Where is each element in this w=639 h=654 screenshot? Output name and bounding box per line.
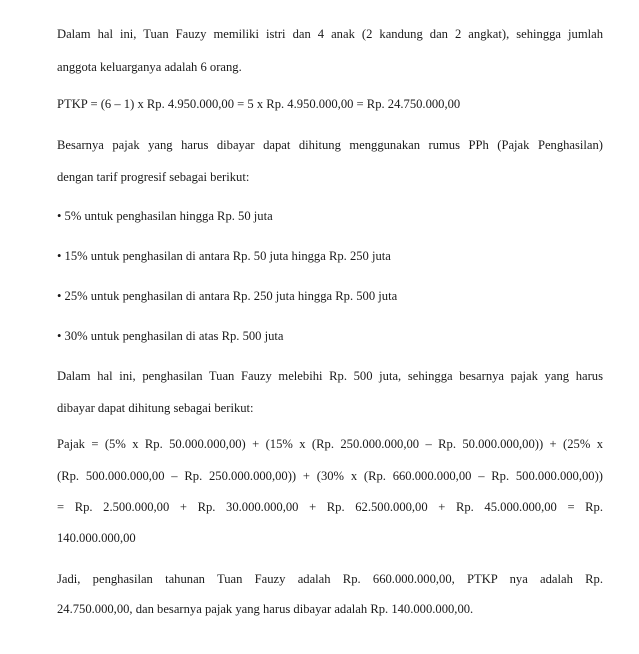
bracket-item-4: • 30% untuk penghasilan di atas Rp. 500 juta xyxy=(57,329,284,343)
conclusion-line-2: 24.750.000,00, dan besarnya pajak yang harus dibayar adalah Rp. 140.000.000,00. xyxy=(57,602,474,616)
bracket-item-2: • 15% untuk penghasilan di antara Rp. 50 juta hingga Rp. 250 juta xyxy=(57,249,391,263)
calculation-line-3: = Rp. 2.500.000,00 + Rp. 30.000.000,00 + Rp. 62.500.000,00 + Rp. 45.000.000,00 = Rp. xyxy=(57,500,603,514)
tax-paragraph-line-1: Besarnya pajak yang harus dibayar dapat dihitung menggunakan rumus PPh (Pajak Penghasilan) xyxy=(57,138,603,152)
income-paragraph-line-1: Dalam hal ini, penghasilan Tuan Fauzy melebihi Rp. 500 juta, sehingga besarnya pajak yang harus xyxy=(57,369,603,383)
tax-paragraph-line-2: dengan tarif progresif sebagai berikut: xyxy=(57,170,250,184)
bracket-item-1: • 5% untuk penghasilan hingga Rp. 50 juta xyxy=(57,209,273,223)
calculation-line-4: 140.000.000,00 xyxy=(57,531,136,545)
family-paragraph-line-1: Dalam hal ini, Tuan Fauzy memiliki istri dan 4 anak (2 kandung dan 2 angkat), sehingga jumlah xyxy=(57,27,603,41)
calculation-line-2: (Rp. 500.000.000,00 – Rp. 250.000.000,00)) + (30% x (Rp. 660.000.000,00 – Rp. 500.000.000,00)) xyxy=(57,469,603,483)
conclusion-line-1: Jadi, penghasilan tahunan Tuan Fauzy adalah Rp. 660.000.000,00, PTKP nya adalah Rp. xyxy=(57,572,603,586)
ptkp-formula: PTKP = (6 – 1) x Rp. 4.950.000,00 = 5 x Rp. 4.950.000,00 = Rp. 24.750.000,00 xyxy=(57,97,461,111)
income-paragraph-line-2: dibayar dapat dihitung sebagai berikut: xyxy=(57,401,254,415)
calculation-line-1: Pajak = (5% x Rp. 50.000.000,00) + (15% x (Rp. 250.000.000,00 – Rp. 50.000.000,00)) + (25% x xyxy=(57,437,603,451)
family-paragraph-line-2: anggota keluarganya adalah 6 orang. xyxy=(57,60,242,74)
bracket-item-3: • 25% untuk penghasilan di antara Rp. 250 juta hingga Rp. 500 juta xyxy=(57,289,398,303)
